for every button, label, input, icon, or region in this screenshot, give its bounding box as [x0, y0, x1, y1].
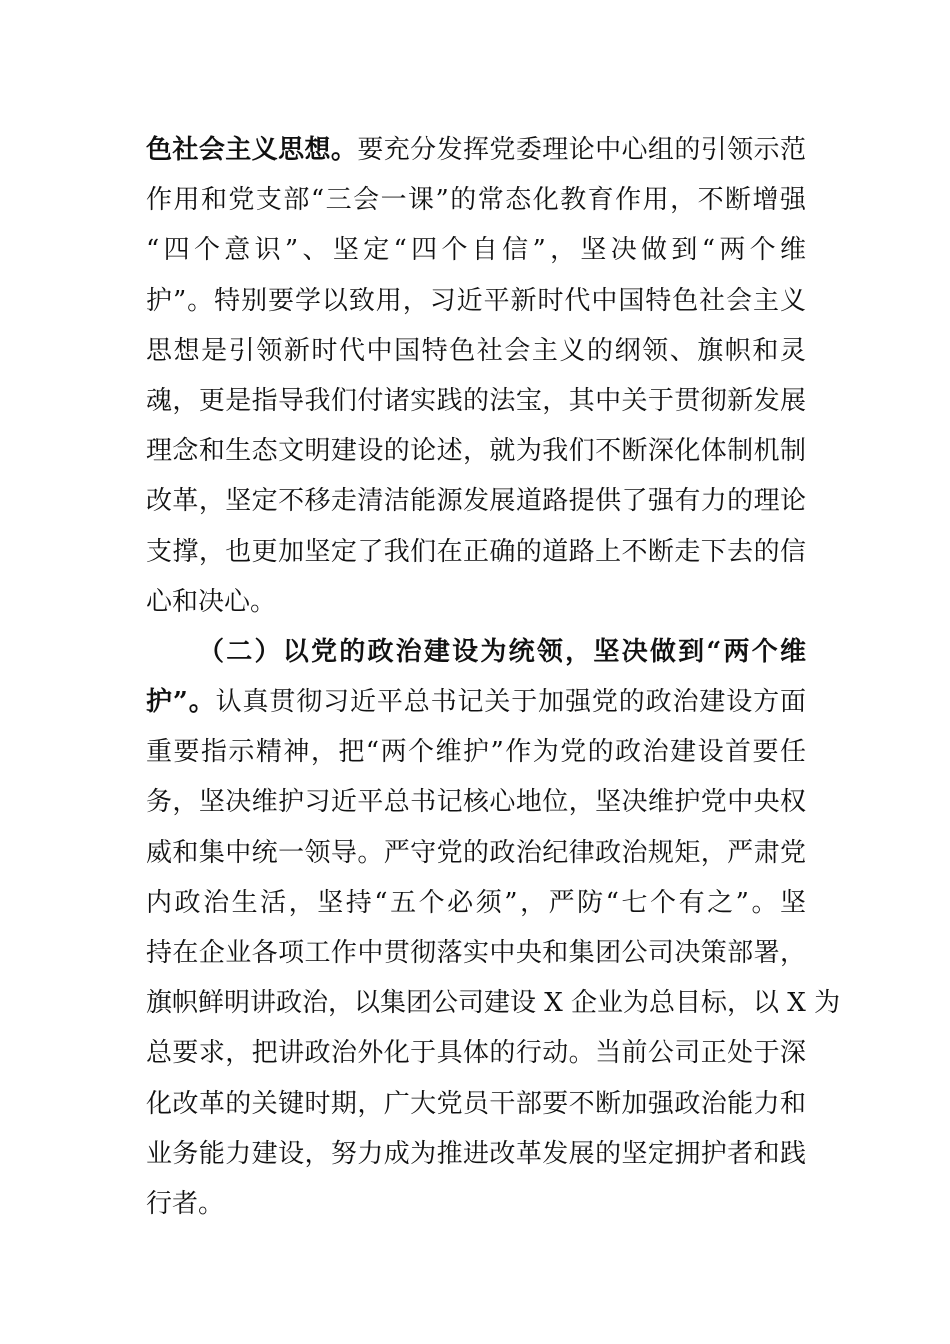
- body-text: 要充分发挥党委理论中心组的引领示范: [357, 135, 806, 165]
- paragraph-1-line-2: 作用和党支部“三会一课”的常态化教育作用，不断增强: [146, 185, 806, 216]
- body-text: 认真贯彻习近平总书记关于加强党的政治建设方面: [215, 687, 806, 718]
- paragraph-1-line-8: 改革，坚定不移走清洁能源发展道路提供了强有力的理论: [146, 486, 806, 517]
- bold-lead-text: 护”。: [146, 687, 216, 718]
- paragraph-1-line-6: 魂，更是指导我们付诸实践的法宝，其中关于贯彻新发展: [146, 385, 806, 416]
- paragraph-2-line-12: 行者。: [146, 1188, 225, 1219]
- paragraph-2-line-6: 内政治生活，坚持“五个必须”，严防“七个有之”。坚: [146, 887, 806, 918]
- paragraph-2-line-8: 旗帜鲜明讲政治，以集团公司建设 X 企业为总目标，以 X 为: [146, 988, 841, 1019]
- paragraph-2-line-11: 业务能力建设，努力成为推进改革发展的坚定拥护者和践: [146, 1138, 806, 1169]
- paragraph-2-line-9: 总要求，把讲政治外化于具体的行动。当前公司正处于深: [146, 1038, 806, 1069]
- paragraph-1-line-5: 思想是引领新时代中国特色社会主义的纲领、旗帜和灵: [146, 335, 806, 366]
- paragraph-1-line-3: “四个意识”、坚定“四个自信”，坚决做到“两个维: [146, 235, 806, 266]
- paragraph-1: [146, 125, 806, 627]
- paragraph-1-line-10: 心和决心。: [146, 586, 277, 617]
- paragraph-1-line-1: [146, 125, 806, 175]
- bold-lead-text: 色社会主义思想。: [146, 135, 358, 165]
- paragraph-2-line-2: [146, 677, 806, 727]
- paragraph-2-line-5: 威和集中统一领导。严守党的政治纪律政治规矩，严肃党: [146, 837, 806, 868]
- document-body: [146, 125, 841, 1229]
- paragraph-2-line-7: 持在企业各项工作中贯彻落实中央和集团公司决策部署，: [146, 938, 806, 968]
- section-heading: （二）以党的政治建设为统领，坚决做到“两个维: [198, 636, 806, 667]
- paragraph-2-line-10: 化改革的关键时期，广大党员干部要不断加强政治能力和: [146, 1088, 806, 1119]
- paragraph-1-line-4: 护”。特别要学以致用，习近平新时代中国特色社会主义: [146, 285, 806, 316]
- paragraph-2: [146, 627, 841, 1229]
- paragraph-2-line-4: 务，坚决维护习近平总书记核心地位，坚决维护党中央权: [146, 787, 806, 818]
- paragraph-1-line-9: 支撑，也更加坚定了我们在正确的道路上不断走下去的信: [146, 536, 806, 567]
- paragraph-1-line-7: 理念和生态文明建设的论述，就为我们不断深化体制机制: [146, 436, 806, 467]
- paragraph-2-line-3: 重要指示精神，把“两个维护”作为党的政治建设首要任: [146, 737, 806, 768]
